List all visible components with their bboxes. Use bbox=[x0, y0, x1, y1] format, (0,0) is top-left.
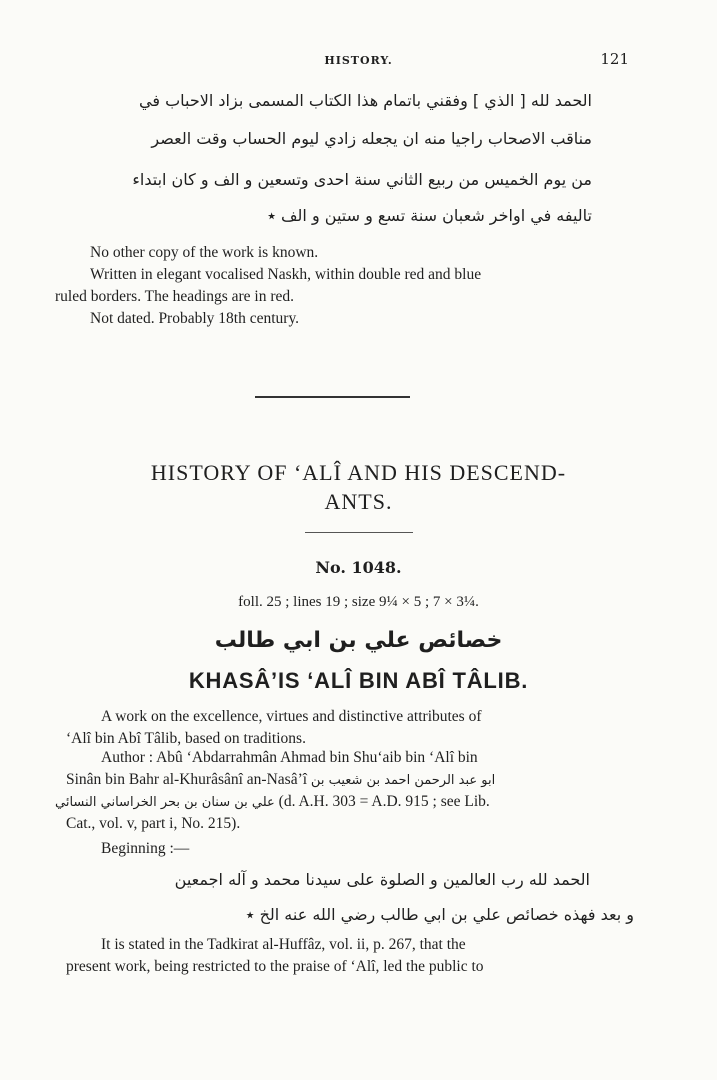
author-death-date: (d. A.H. 303 = A.D. 915 ; see Lib. bbox=[278, 793, 490, 810]
title-underline bbox=[305, 532, 413, 533]
author-name-arabic-part-1: ابو عبد الرحمن احمد بن شعيب بن bbox=[310, 773, 496, 788]
note-no-other-copy: No other copy of the work is known. bbox=[90, 244, 319, 261]
beginning-arabic-line-2: و بعد فهذه خصائص علي بن ابي طالب رضي الله عنه الخ ٭ bbox=[245, 905, 634, 924]
note-borders: ruled borders. The headings are in red. bbox=[55, 288, 295, 305]
closing-line-2: present work, being restricted to the praise of ‘Alî, led the public to bbox=[66, 958, 484, 975]
description-line-2: ‘Alî bin Abî Tâlib, based on traditions. bbox=[66, 730, 306, 747]
note-script: Written in elegant vocalised Naskh, within double red and blue bbox=[90, 266, 482, 283]
section-title-line-1: HISTORY OF ‘ALÎ AND HIS DESCEND- bbox=[150, 460, 567, 485]
author-name-arabic-part-2: علي بن سنان بن بحر الخراساني النسائي bbox=[55, 795, 275, 810]
author-line-4: Cat., vol. v, part i, No. 215). bbox=[66, 815, 241, 832]
author-name-latin: Sinân bin Bahr al-Khurâsânî an-Nasâ’î bbox=[66, 771, 308, 788]
page-number: 121 bbox=[600, 50, 629, 68]
colophon-line-2: مناقب الاصحاب راجيا منه ان يجعله زادي ليوم الحساب وقت العصر bbox=[151, 129, 592, 148]
author-line-3 bbox=[55, 791, 665, 814]
entry-physical-description: foll. 25 ; lines 19 ; size 9¼ × 5 ; 7 × 3¼. bbox=[238, 594, 479, 610]
closing-line-1: It is stated in the Tadkirat al-Huffâz, vol. ii, p. 267, that the bbox=[101, 936, 466, 953]
author-line-1: Author : Abû ‘Abdarrahmân Ahmad bin Shu‘aib bin ‘Alî bin bbox=[101, 749, 478, 766]
colophon-line-3: من يوم الخميس من ربيع الثاني سنة احدى وتسعين و الف و كان ابتداء bbox=[132, 170, 592, 189]
transliterated-title: KHASÂ’IS ‘ALÎ BIN ABÎ TÂLIB. bbox=[188, 668, 529, 693]
section-title-line-2: ANTS. bbox=[324, 489, 393, 514]
colophon-line-1: الحمد لله [ الذي ] وفقني باتمام هذا الكتاب المسمى بزاد الاحباب في bbox=[139, 91, 592, 110]
arabic-title: خصائص علي بن ابي طالب bbox=[214, 628, 503, 653]
description-line-1: A work on the excellence, virtues and distinctive attributes of bbox=[101, 708, 482, 725]
beginning-label: Beginning :— bbox=[101, 840, 190, 857]
author-line-2 bbox=[66, 769, 666, 792]
colophon-line-4: تاليفه في اواخر شعبان سنة تسع و ستين و الف ٭ bbox=[267, 206, 592, 225]
section-divider bbox=[255, 396, 410, 398]
note-date: Not dated. Probably 18th century. bbox=[90, 310, 300, 327]
entry-number: No. 1048. bbox=[315, 558, 402, 577]
running-title: HISTORY. bbox=[324, 54, 393, 67]
beginning-arabic-line-1: الحمد لله رب العالمين و الصلوة على سيدنا محمد و آله اجمعين bbox=[174, 870, 590, 889]
